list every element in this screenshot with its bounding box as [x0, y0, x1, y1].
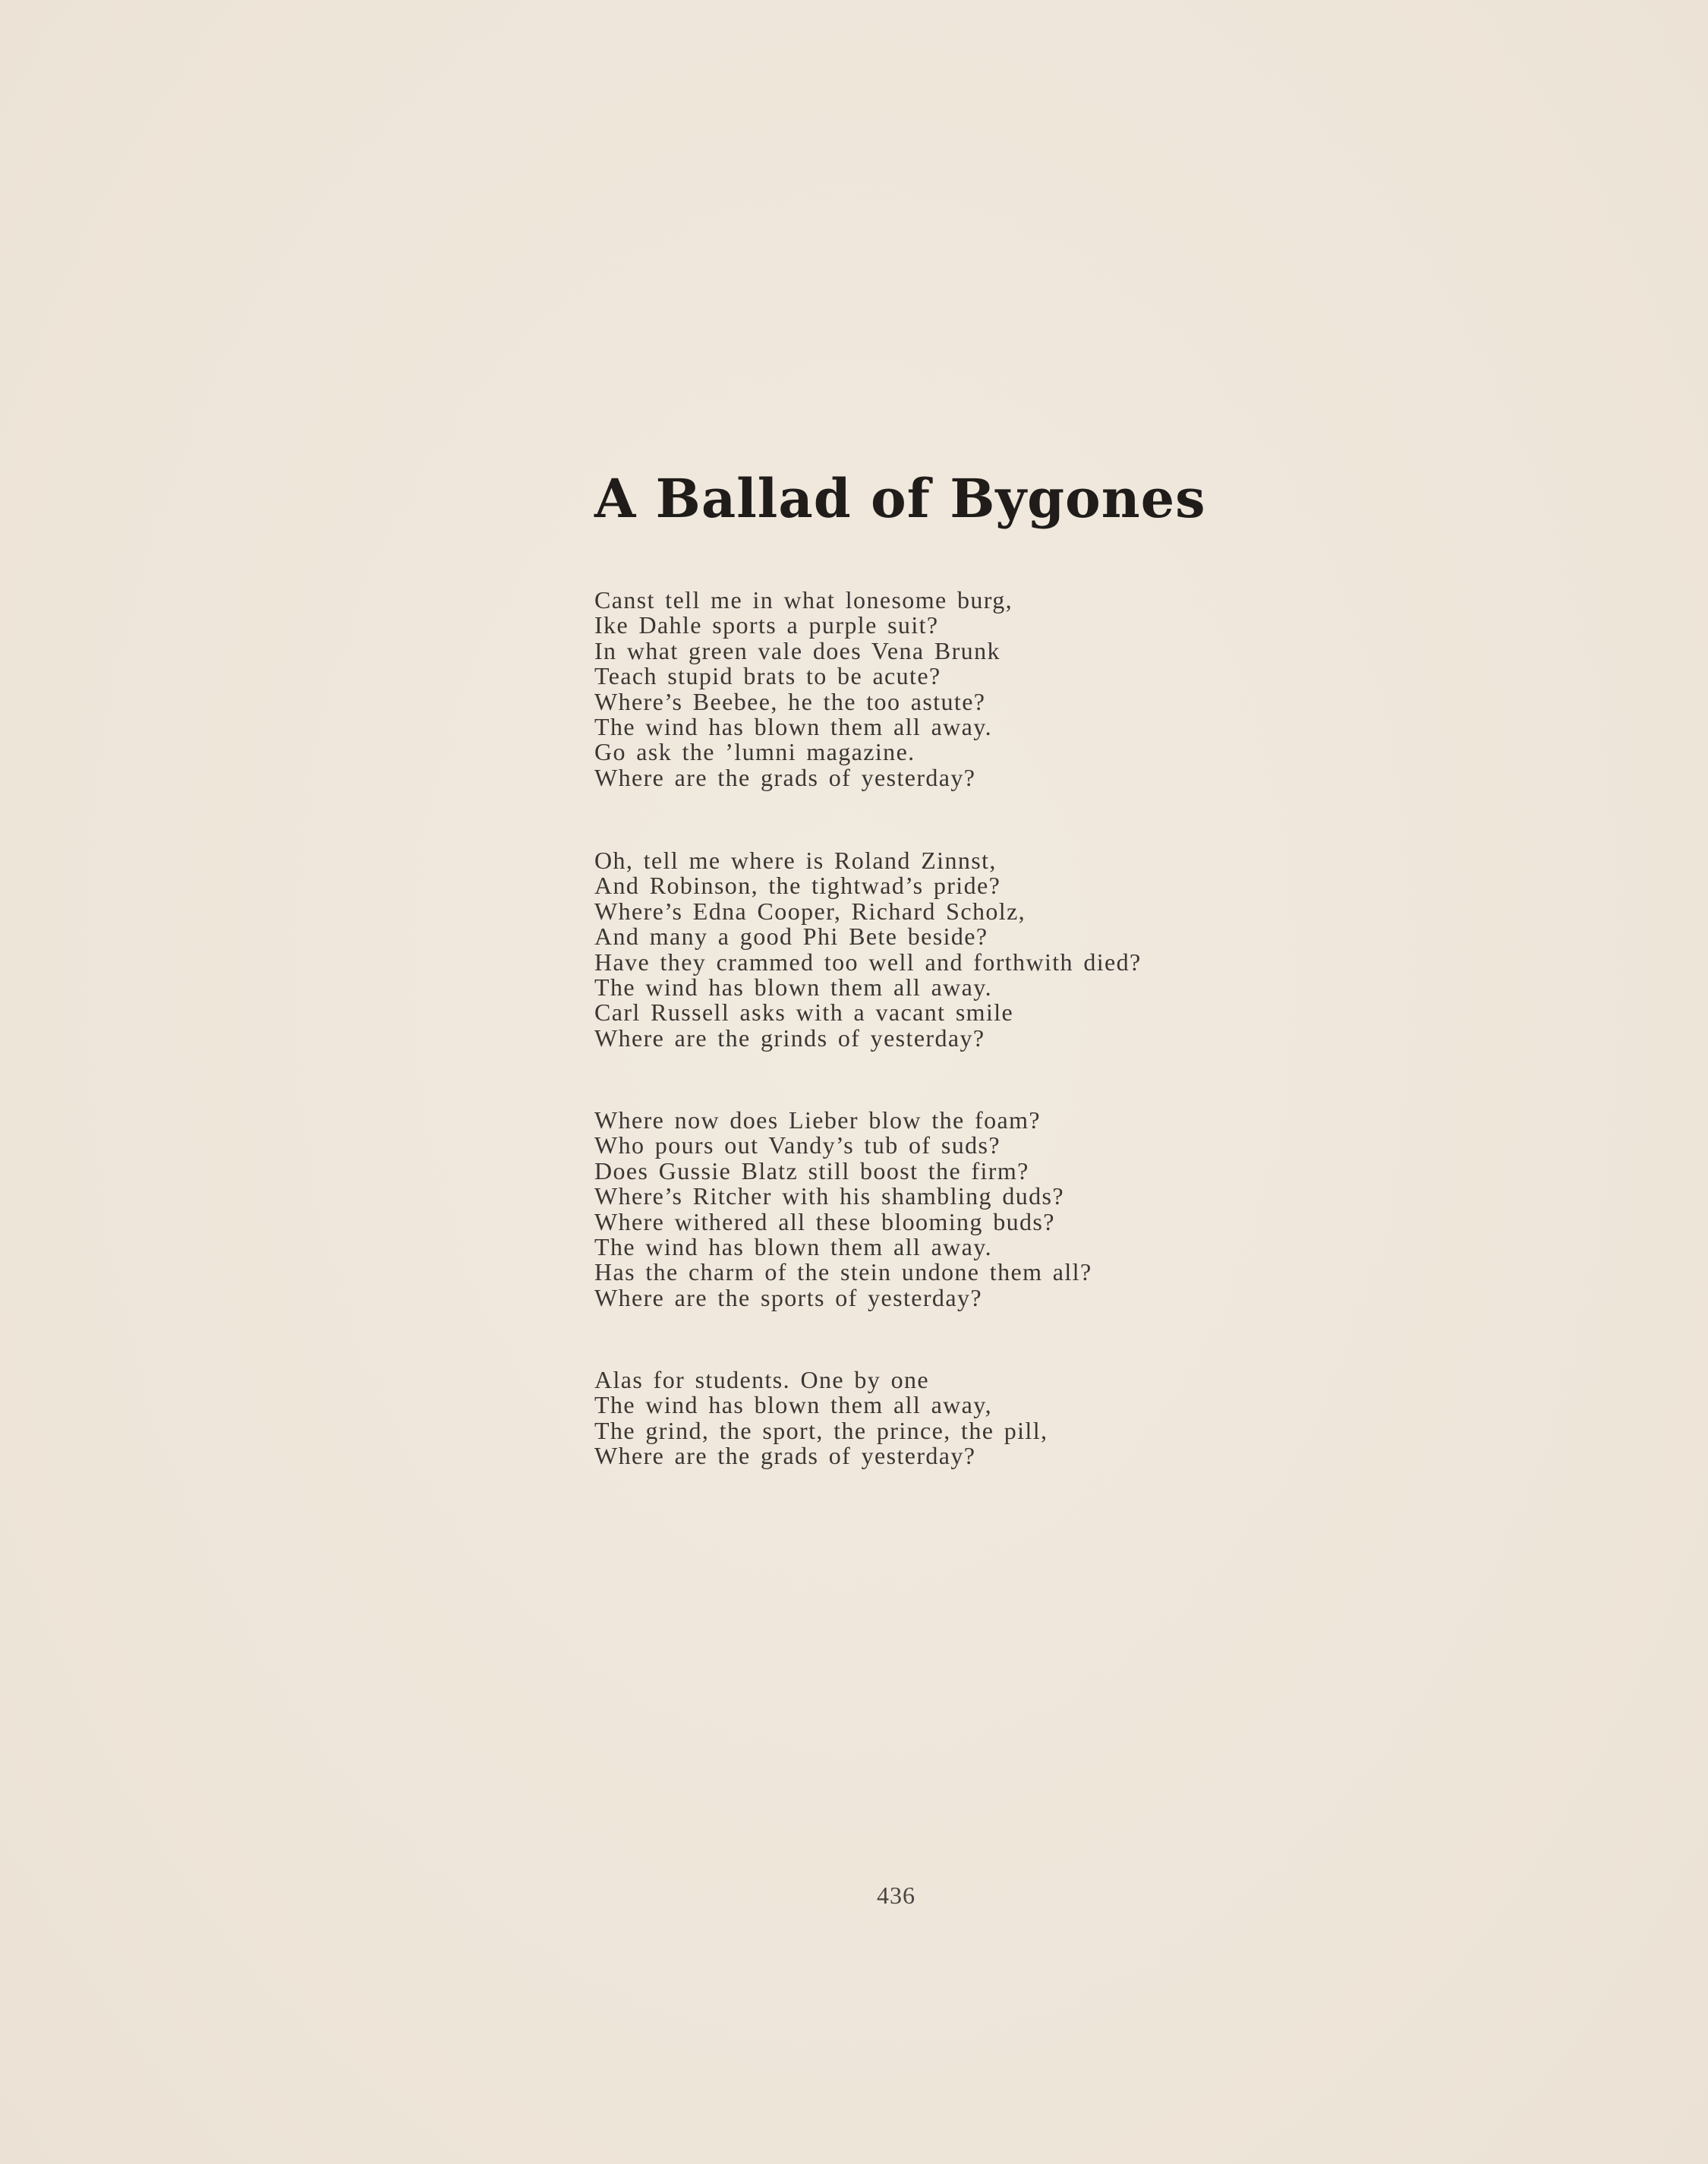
verse-line: In what green vale does Vena Brunk — [594, 636, 1001, 664]
verse-line: The wind has blown them all away. — [594, 713, 993, 741]
verse-line: Where are the grads of yesterday? — [594, 763, 976, 791]
verse-line: Has the charm of the stein undone them all? — [594, 1258, 1092, 1286]
verse-line: The grind, the sport, the prince, the pill, — [594, 1416, 1048, 1444]
poem-title: A Ballad of Bygones — [594, 467, 1206, 530]
verse-line: Carl Russell asks with a vacant smile — [594, 998, 1014, 1027]
verse-line: Have they crammed too well and forthwith died? — [594, 948, 1142, 976]
verse-line: The wind has blown them all away. — [594, 973, 993, 1002]
stanza-1 — [594, 588, 1013, 790]
stanza-2 — [594, 848, 1142, 1051]
verse-line: Where’s Ritcher with his shambling duds? — [594, 1182, 1065, 1210]
verse-line: Go ask the ’lumni magazine. — [594, 738, 915, 766]
page-number: 436 — [877, 1882, 915, 1909]
stanza-4 — [594, 1367, 1048, 1469]
verse-line: Does Gussie Blatz still boost the firm? — [594, 1156, 1029, 1185]
verse-line: The wind has blown them all away. — [594, 1233, 993, 1261]
verse-line: Teach stupid brats to be acute? — [594, 662, 941, 690]
verse-line: Where’s Edna Cooper, Richard Scholz, — [594, 897, 1026, 925]
verse-line: Where are the sports of yesterday? — [594, 1283, 982, 1311]
verse-line: Where’s Beebee, he the too astute? — [594, 687, 986, 715]
verse-line: Where now does Lieber blow the foam? — [594, 1106, 1041, 1134]
verse-line: Oh, tell me where is Roland Zinnst, — [594, 847, 997, 874]
verse-line: Who pours out Vandy’s tub of suds? — [594, 1131, 1001, 1159]
verse-line: Canst tell me in what lonesome burg, — [594, 586, 1013, 614]
stanza-3 — [594, 1108, 1092, 1311]
verse-line: And Robinson, the tightwad’s pride? — [594, 872, 1001, 900]
verse-line: Alas for students. One by one — [594, 1366, 929, 1393]
verse-line: Ike Dahle sports a purple suit? — [594, 611, 939, 639]
verse-line: Where are the grinds of yesterday? — [594, 1024, 985, 1052]
verse-line: And many a good Phi Bete beside? — [594, 923, 988, 951]
verse-line: Where are the grads of yesterday? — [594, 1442, 976, 1470]
verse-line: Where withered all these blooming buds? — [594, 1207, 1055, 1235]
verse-line: The wind has blown them all away, — [594, 1391, 993, 1419]
